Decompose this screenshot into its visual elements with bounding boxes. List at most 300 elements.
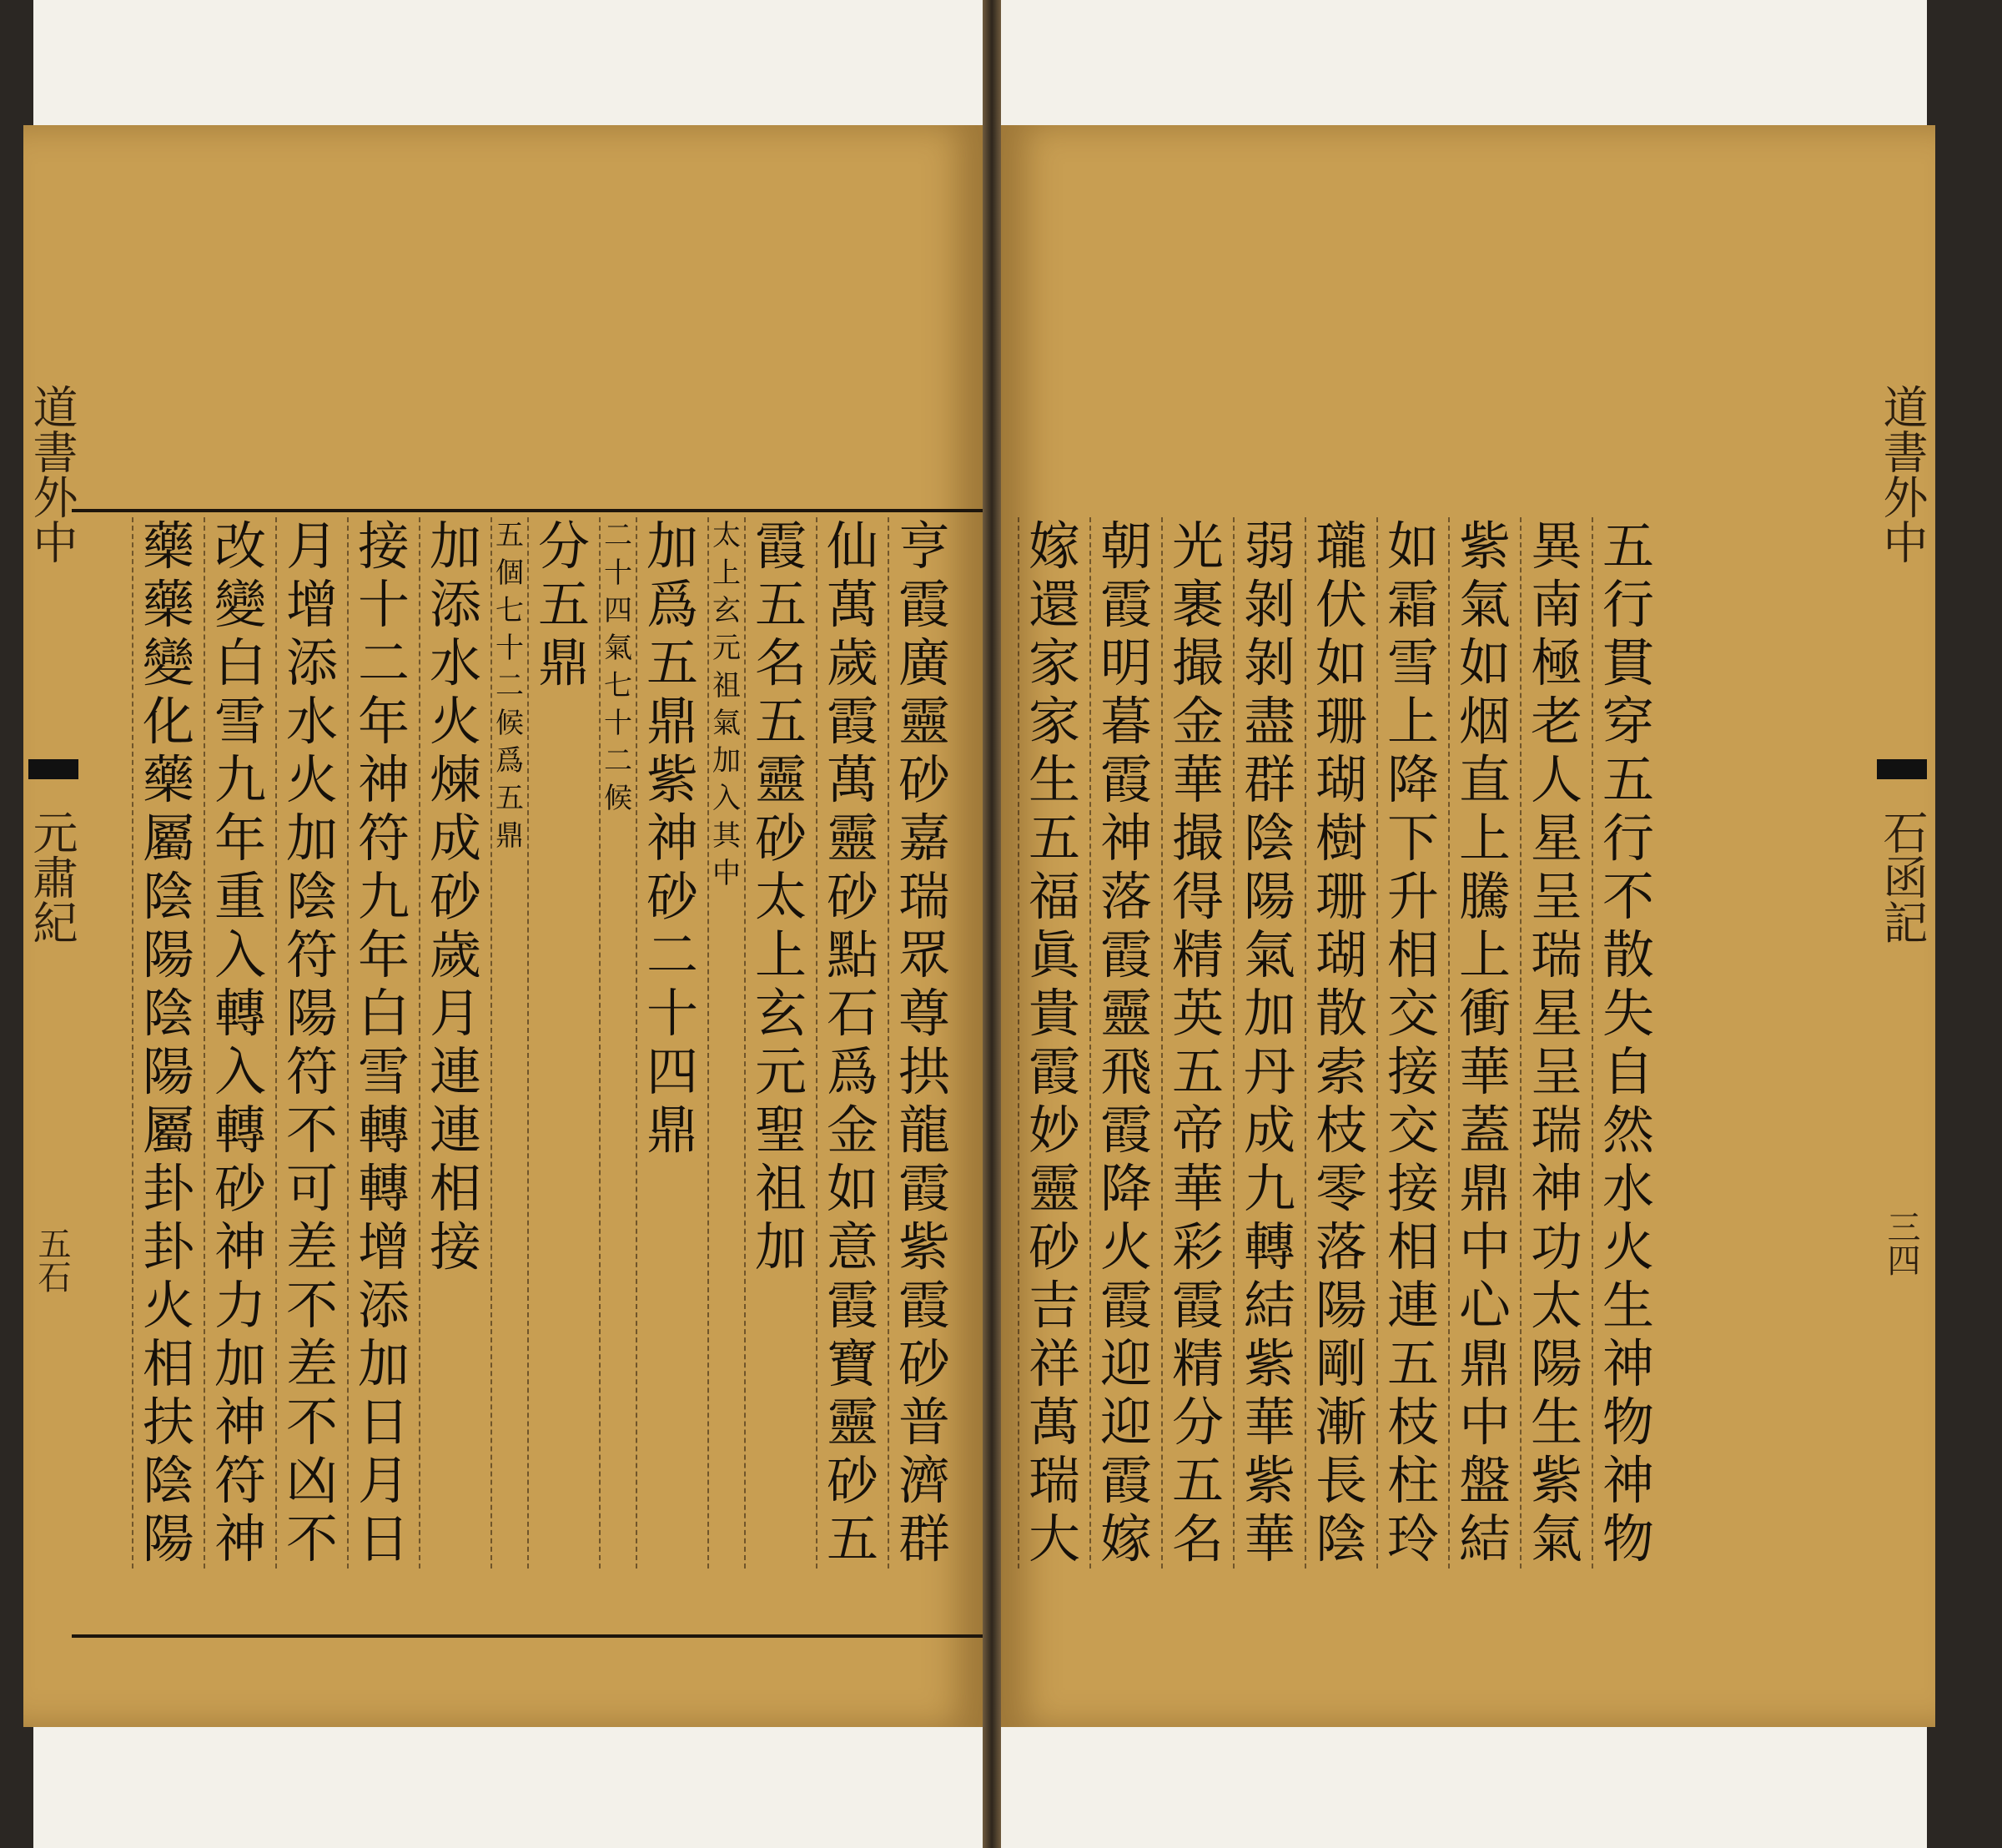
text-char: 力: [214, 1275, 266, 1336]
text-char: 砂: [898, 749, 950, 810]
text-char: 五: [495, 519, 524, 552]
text-char: 四: [646, 1041, 698, 1102]
text-char: 神: [214, 1392, 266, 1453]
text-char: 玄: [712, 594, 741, 627]
text-char: 家: [1028, 691, 1080, 752]
text-char: 個: [495, 556, 524, 590]
text-char: 靈: [754, 749, 807, 810]
right-page-column: [1520, 517, 1592, 1569]
text-char: 眾: [898, 924, 950, 985]
text-char: 砂: [214, 1158, 266, 1219]
left-page-column: [490, 517, 527, 1569]
text-char: 零: [1315, 1158, 1367, 1219]
text-char: 剛: [1315, 1333, 1367, 1394]
text-char: 五: [1602, 749, 1654, 810]
text-char: 煉: [429, 749, 481, 810]
text-char: 尊: [898, 983, 950, 1044]
text-char: 明: [1099, 632, 1152, 693]
text-char: 元: [712, 632, 741, 665]
text-char: 鼎: [537, 632, 590, 693]
text-char: 七: [604, 669, 632, 702]
right-page-column: [1592, 517, 1663, 1569]
text-char: 加: [214, 1333, 266, 1394]
text-char: 添: [357, 1275, 410, 1336]
text-char: 然: [1602, 1100, 1654, 1161]
text-char: 華: [1171, 749, 1224, 810]
text-char: 光: [1171, 516, 1224, 577]
text-char: 丹: [1243, 1041, 1295, 1102]
text-char: 紫: [1530, 1450, 1582, 1511]
text-char: 如: [826, 1158, 878, 1219]
text-char: 陽: [1315, 1275, 1367, 1336]
text-char: 降: [1386, 749, 1439, 810]
text-char: 飛: [1099, 1041, 1152, 1102]
text-char: 轉: [357, 1100, 410, 1161]
left-margin-subtitle: [27, 809, 77, 944]
text-char: 相: [142, 1333, 194, 1394]
text-char: 上: [754, 924, 807, 985]
text-char: 符: [285, 1041, 338, 1102]
page-edge-top-left: [33, 0, 983, 125]
text-char: 吉: [1028, 1275, 1080, 1336]
text-char: 符: [285, 924, 338, 985]
text-char: 五: [826, 1508, 878, 1569]
text-char: 上: [1458, 924, 1511, 985]
text-char: 二: [604, 744, 632, 778]
text-char: 靈: [898, 691, 950, 752]
text-char: 交: [1386, 1100, 1439, 1161]
text-char: 交: [1386, 983, 1439, 1044]
text-char: 藥: [142, 516, 194, 577]
text-char: 九: [214, 749, 266, 810]
text-char: 霞: [826, 1275, 878, 1336]
text-char: 玄: [754, 983, 807, 1044]
text-char: 靈: [826, 808, 878, 869]
text-char: 霞: [1171, 1275, 1224, 1336]
text-char: 心: [1458, 1275, 1511, 1336]
text-char: 上: [712, 556, 741, 590]
left-page-column: [204, 517, 275, 1569]
text-char: 霞: [1099, 1450, 1152, 1511]
text-char: 卦: [142, 1158, 194, 1219]
text-char: 霞: [1099, 1275, 1152, 1336]
text-char: 神: [646, 808, 698, 869]
right-page: [1001, 125, 1935, 1727]
text-char: 群: [1243, 749, 1295, 810]
text-char: 轉: [214, 983, 266, 1044]
text-char: 玲: [1386, 1508, 1439, 1569]
text-char: 剝: [1243, 574, 1295, 635]
text-char: 火: [1099, 1216, 1152, 1277]
text-char: 行: [1602, 808, 1654, 869]
text-char: 轉: [214, 1100, 266, 1161]
text-char: 水: [429, 632, 481, 693]
text-char: 直: [1458, 749, 1511, 810]
text-char: 萬: [1028, 1392, 1080, 1453]
text-char: 異: [1530, 516, 1582, 577]
text-char: 得: [1171, 866, 1224, 927]
text-char: 接: [1386, 1158, 1439, 1219]
left-page-column: [275, 517, 347, 1569]
text-char: 二: [495, 669, 524, 702]
text-char: 生: [1602, 1275, 1654, 1336]
text-char: 爲: [826, 1041, 878, 1102]
text-char: 枝: [1386, 1392, 1439, 1453]
text-char: 月: [357, 1450, 410, 1511]
text-char: 霞: [1028, 1041, 1080, 1102]
text-char: 太: [712, 519, 741, 552]
text-char: 亨: [898, 516, 950, 577]
right-fold-mark: [1877, 759, 1927, 779]
text-char: 雪: [214, 691, 266, 752]
text-char: 不: [285, 1392, 338, 1453]
right-page-column: [1089, 517, 1161, 1569]
text-char: 華: [1171, 1158, 1224, 1219]
text-char: 騰: [1458, 866, 1511, 927]
right-page-number: 三四: [1882, 1210, 1920, 1276]
text-char: 伏: [1315, 574, 1367, 635]
text-char: 陽: [142, 924, 194, 985]
text-char: 聖: [754, 1100, 807, 1161]
text-char: 砂: [754, 808, 807, 869]
text-char: 生: [1530, 1392, 1582, 1453]
text-char: 索: [1315, 1041, 1367, 1102]
text-char: 水: [285, 691, 338, 752]
text-char: 上: [1386, 691, 1439, 752]
text-char: 火: [1602, 1216, 1654, 1277]
text-char: 陰: [285, 866, 338, 927]
text-char: 行: [1602, 574, 1654, 635]
left-page-column: [888, 517, 959, 1569]
text-char: 神: [214, 1216, 266, 1277]
text-char: 廣: [898, 632, 950, 693]
left-page-column: [347, 517, 419, 1569]
text-char: 差: [285, 1333, 338, 1394]
text-char: 拱: [898, 1041, 950, 1102]
text-char: 南: [1530, 574, 1582, 635]
right-margin-title-text: 道書外中: [1876, 384, 1929, 564]
text-char: 妙: [1028, 1100, 1080, 1161]
text-char: 點: [826, 924, 878, 985]
text-char: 神: [357, 749, 410, 810]
text-char: 其: [712, 819, 741, 853]
text-char: 嘉: [898, 808, 950, 869]
text-char: 五: [1171, 1041, 1224, 1102]
text-char: 盤: [1458, 1450, 1511, 1511]
text-char: 不: [285, 1275, 338, 1336]
text-char: 祖: [754, 1158, 807, 1219]
text-char: 物: [1602, 1508, 1654, 1569]
left-page: [23, 125, 983, 1727]
text-char: 成: [429, 808, 481, 869]
text-char: 珊: [1315, 866, 1367, 927]
text-char: 五: [754, 691, 807, 752]
text-char: 弱: [1243, 516, 1295, 577]
text-char: 白: [357, 983, 410, 1044]
text-char: 名: [754, 632, 807, 693]
text-char: 意: [826, 1216, 878, 1277]
text-char: 五: [495, 782, 524, 815]
text-char: 紫: [1458, 516, 1511, 577]
text-char: 氣: [1458, 574, 1511, 635]
text-char: 九: [357, 866, 410, 927]
text-char: 連: [429, 1100, 481, 1161]
text-char: 入: [214, 924, 266, 985]
text-char: 精: [1171, 924, 1224, 985]
text-char: 砂: [429, 866, 481, 927]
text-char: 萬: [826, 574, 878, 635]
text-char: 凶: [285, 1450, 338, 1511]
text-char: 氣: [1243, 924, 1295, 985]
text-char: 剝: [1243, 632, 1295, 693]
text-char: 落: [1099, 866, 1152, 927]
text-char: 十: [604, 556, 632, 590]
text-char: 瑞: [1028, 1450, 1080, 1511]
text-char: 陰: [1243, 808, 1295, 869]
text-char: 連: [1386, 1275, 1439, 1336]
text-char: 盡: [1243, 691, 1295, 752]
right-margin-subtitle: [1877, 809, 1927, 944]
text-char: 靈: [1099, 983, 1152, 1044]
text-char: 物: [1602, 1392, 1654, 1453]
text-char: 紫: [1243, 1450, 1295, 1511]
text-char: 裹: [1171, 574, 1224, 635]
text-char: 陰: [1315, 1508, 1367, 1569]
text-char: 相: [429, 1158, 481, 1219]
text-char: 珊: [1315, 691, 1367, 752]
text-char: 下: [1386, 808, 1439, 869]
text-char: 樹: [1315, 808, 1367, 869]
text-char: 添: [429, 574, 481, 635]
text-char: 衝: [1458, 983, 1511, 1044]
text-char: 霞: [1099, 574, 1152, 635]
text-char: 接: [357, 516, 410, 577]
text-char: 轉: [357, 1158, 410, 1219]
text-char: 霞: [1099, 1100, 1152, 1161]
text-char: 九: [1243, 1158, 1295, 1219]
text-char: 二: [604, 519, 632, 552]
text-char: 鼎: [646, 1100, 698, 1161]
text-char: 家: [1028, 632, 1080, 693]
text-char: 候: [604, 782, 632, 815]
text-char: 加: [429, 516, 481, 577]
text-char: 貫: [1602, 632, 1654, 693]
text-char: 降: [1099, 1158, 1152, 1219]
text-char: 十: [357, 574, 410, 635]
text-char: 朝: [1099, 516, 1152, 577]
text-char: 陽: [1243, 866, 1295, 927]
left-margin-subtitle-text: 元肅紀: [26, 809, 78, 944]
text-char: 添: [285, 632, 338, 693]
text-char: 龍: [898, 1100, 950, 1161]
text-char: 眞: [1028, 924, 1080, 985]
text-char: 陽: [142, 1508, 194, 1569]
text-char: 改: [214, 516, 266, 577]
page-edge-bottom-right: [1001, 1727, 1927, 1848]
text-char: 入: [712, 782, 741, 815]
text-char: 霞: [898, 1275, 950, 1336]
text-char: 砂: [1028, 1216, 1080, 1277]
page-edge-top-right: [1001, 0, 1927, 125]
text-char: 中: [712, 857, 741, 890]
text-char: 七: [495, 594, 524, 627]
text-char: 霞: [826, 691, 878, 752]
text-char: 五: [754, 574, 807, 635]
text-char: 屬: [142, 1100, 194, 1161]
text-char: 如: [1315, 632, 1367, 693]
text-char: 五: [646, 632, 698, 693]
text-char: 候: [495, 707, 524, 740]
text-char: 祖: [712, 669, 741, 702]
text-char: 歲: [826, 632, 878, 693]
text-char: 祥: [1028, 1333, 1080, 1394]
text-char: 霞: [898, 1158, 950, 1219]
text-char: 陰: [142, 983, 194, 1044]
text-char: 霞: [898, 574, 950, 635]
text-char: 陰: [142, 1450, 194, 1511]
text-char: 藥: [142, 749, 194, 810]
text-char: 神: [1099, 808, 1152, 869]
text-char: 結: [1243, 1275, 1295, 1336]
text-char: 水: [1602, 1158, 1654, 1219]
right-margin-title: [1877, 384, 1927, 564]
text-char: 名: [1171, 1508, 1224, 1569]
page-edge-bottom-left: [33, 1727, 983, 1848]
text-char: 符: [357, 808, 410, 869]
text-char: 大: [1028, 1508, 1080, 1569]
text-char: 砂: [826, 1450, 878, 1511]
text-char: 柱: [1386, 1450, 1439, 1511]
text-char: 砂: [898, 1333, 950, 1394]
text-char: 相: [1386, 1216, 1439, 1277]
text-char: 成: [1243, 1100, 1295, 1161]
text-char: 枝: [1315, 1100, 1367, 1161]
text-char: 變: [214, 574, 266, 635]
text-char: 增: [285, 574, 338, 635]
right-text-columns: [1018, 517, 1663, 1569]
text-char: 接: [1386, 1041, 1439, 1102]
text-char: 鼎: [1458, 1333, 1511, 1394]
text-char: 升: [1386, 866, 1439, 927]
text-char: 失: [1602, 983, 1654, 1044]
text-char: 可: [285, 1158, 338, 1219]
text-char: 如: [1458, 632, 1511, 693]
text-char: 接: [429, 1216, 481, 1277]
text-char: 鼎: [646, 691, 698, 752]
text-char: 連: [429, 1041, 481, 1102]
text-char: 靈: [826, 1392, 878, 1453]
text-char: 太: [754, 866, 807, 927]
text-char: 陽: [142, 1041, 194, 1102]
text-char: 加: [712, 744, 741, 778]
left-page-column: [816, 517, 888, 1569]
text-char: 十: [604, 707, 632, 740]
text-char: 霞: [1099, 924, 1152, 985]
text-char: 華: [1243, 1508, 1295, 1569]
text-char: 雪: [1386, 632, 1439, 693]
text-char: 靈: [1028, 1158, 1080, 1219]
text-char: 散: [1315, 983, 1367, 1044]
text-char: 重: [214, 866, 266, 927]
text-char: 金: [1171, 691, 1224, 752]
left-page-column: [419, 517, 490, 1569]
text-char: 日: [357, 1392, 410, 1453]
text-char: 星: [1530, 808, 1582, 869]
text-char: 不: [285, 1508, 338, 1569]
text-char: 結: [1458, 1508, 1511, 1569]
text-char: 化: [142, 691, 194, 752]
text-char: 不: [285, 1100, 338, 1161]
text-char: 火: [285, 749, 338, 810]
text-char: 氣: [712, 707, 741, 740]
text-char: 漸: [1315, 1392, 1367, 1453]
text-char: 福: [1028, 866, 1080, 927]
text-char: 呈: [1530, 866, 1582, 927]
text-char: 上: [1458, 808, 1511, 869]
text-char: 金: [826, 1100, 878, 1161]
text-char: 紫: [898, 1216, 950, 1277]
text-char: 群: [898, 1508, 950, 1569]
text-char: 卦: [142, 1216, 194, 1277]
text-char: 呈: [1530, 1041, 1582, 1102]
text-char: 火: [142, 1275, 194, 1336]
text-char: 鼎: [495, 819, 524, 853]
text-char: 五: [537, 574, 590, 635]
text-char: 迎: [1099, 1333, 1152, 1394]
text-char: 英: [1171, 983, 1224, 1044]
text-char: 石: [826, 983, 878, 1044]
right-page-column: [1448, 517, 1520, 1569]
left-page-column: [599, 517, 636, 1569]
left-margin-title: [27, 384, 77, 564]
text-char: 長: [1315, 1450, 1367, 1511]
text-char: 瑞: [1530, 1100, 1582, 1161]
text-char: 暮: [1099, 691, 1152, 752]
right-page-column: [1161, 517, 1233, 1569]
text-char: 二: [646, 924, 698, 985]
text-char: 年: [214, 808, 266, 869]
text-char: 寶: [826, 1333, 878, 1394]
left-page-column: [132, 517, 204, 1569]
text-char: 瑚: [1315, 749, 1367, 810]
text-char: 嫁: [1099, 1508, 1152, 1569]
text-char: 還: [1028, 574, 1080, 635]
text-char: 扶: [142, 1392, 194, 1453]
text-char: 白: [214, 632, 266, 693]
text-char: 人: [1530, 749, 1582, 810]
text-char: 五: [1028, 808, 1080, 869]
text-char: 相: [1386, 924, 1439, 985]
text-char: 烟: [1458, 691, 1511, 752]
text-char: 撮: [1171, 632, 1224, 693]
text-char: 極: [1530, 632, 1582, 693]
right-page-column: [1305, 517, 1376, 1569]
text-char: 分: [1171, 1392, 1224, 1453]
text-char: 月: [429, 983, 481, 1044]
text-char: 蓋: [1458, 1100, 1511, 1161]
text-char: 霜: [1386, 574, 1439, 635]
text-char: 氣: [604, 632, 632, 665]
text-char: 穿: [1602, 691, 1654, 752]
text-char: 陽: [285, 983, 338, 1044]
text-char: 爲: [495, 744, 524, 778]
text-char: 差: [285, 1216, 338, 1277]
text-char: 轉: [1243, 1216, 1295, 1277]
left-page-column: [707, 517, 744, 1569]
text-char: 加: [754, 1216, 807, 1277]
text-char: 四: [604, 594, 632, 627]
text-char: 不: [1602, 866, 1654, 927]
